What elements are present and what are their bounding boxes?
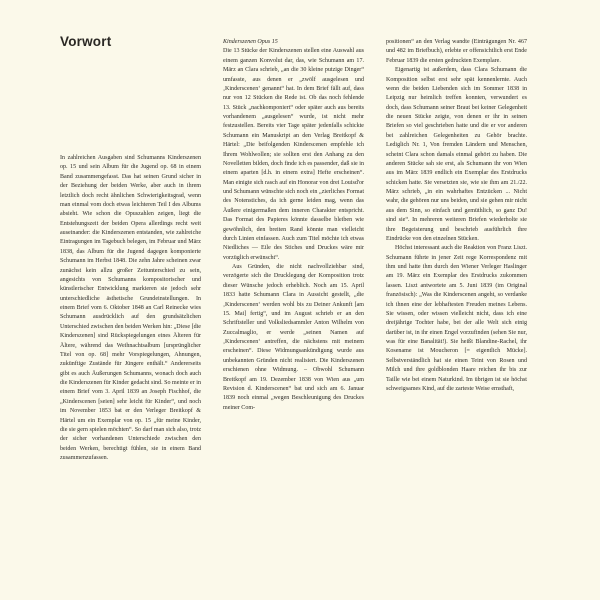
- paragraph: positionen“ an den Verlag wandte (Einträgungen Nr. 467 und 482 im Briefbuch), erlebte er offensichtlich erst Ende Februar 1839 die ersten gedruckten Exemplare.: [386, 39, 527, 64]
- paragraph: Höchst interessant auch die Reaktion von Franz Liszt. Schumann führte in jener Zeit rege Korrespondenz mit ihm und hatte ihm durch den Wiener Verleger Haslinger am 19. März ein Exemplar des Erstdrucks zukommen lassen. Liszt antwortete am 5. Juni 1839 (im Original französisch): „Was die Kinderscenen angeht, so verdanke ich ihnen eine der lebhaftesten Freuden meines Lebens. Sie wissen, oder wissen vielleicht nicht, dass ich eine dreijährige Tochter habe, bei der alle Welt sich einig darüber ist, in ihr einen Engel vorzufinden (sehen Sie nur, was für eine Banalität!). Sie heißt Blandine-Rachel, ihr Kosename ist Moucheron [= eigentlich Mücke]. Selbstverständlich hat sie einen Teint von Rosen und Milch und ihre goldblonden Haare reichen ihr bis zur Taille wie bei einem Naturkind. Im übrigen ist sie höchst schweigsames Kind, auf die zarteste Weise ernsthaft,: [386, 245, 527, 392]
- paragraph: In zahlreichen Ausgaben sind Schumanns Kinderszenen op. 15 und sein Album für die Jugend op. 68 in einem Band zusammengefasst. Das hat seinen Grund sicher in der Beziehung der beiden Werke, aber auch in ihrem letztlich doch recht ähnlichen Schwierigkeitsgrad, wenn man einmal vom doch etwas leichteren Teil I des Albums absieht. Wie schon die Opuszahlen zeigen, liegt die Entstehungszeit der beiden Opera allerdings recht weit auseinander: die Kinderszenen entstanden, wie zahlreiche Eintragungen im Tagebuch belegen, im Februar und März 1838, das Album für die Jugend dagegen komponierte Schumann im Herbst 1848. Die zehn Jahre scheinen zwar zunächst kein allzu großer Zeitunterschied zu sein, angesichts von Schumanns kompositorischer und künstlerischer Entwicklung markieren sie jedoch sehr unterschiedliche ästhetische Grundeinstellungen. In einem Brief vom 6. Oktober 1848 an Carl Reinecke wies Schumann ausdrücklich auf den grundsätzlichen Unterschied zwischen den beiden Werken hin: „Diese [die Kinderszenen] sind Rückspiegelungen eines Älteren für Ältere, während das Weihnachtsalbum [ursprünglicher Titel von op. 68] mehr Vorspiegelungen, Ahnungen, zukünftige Zustände für Jüngere enthält.“ Andererseits gibt es auch Äußerungen Schumanns, wonach doch auch die Kinderszenen für Kinder gedacht sind. So meinte er in einem Brief vom 3. April 1839 an Joseph Fischhof, die „Kinderscenen [seien] sehr leicht für Kinder“, und noch im November 1853 bat er den Verleger Breitkopf & Härtel um ein Exemplar von op. 15 „für meine Kinder, die sie gern spielen möchten“. So darf man sich also, trotz der sicher vorhandenen Unterschiede zwischen den beiden Werken, berechtigt fühlen, sie in einem Band zusammenzufassen.: [60, 155, 201, 461]
- text-column-3: [386, 38, 527, 598]
- text-column-1: [60, 154, 201, 594]
- paragraph: Aus Gründen, die nicht nachvollziehbar sind, verzögerte sich die Drucklegung der Komposition trotz dieser Wünsche jedoch erheblich. Noch am 15. April 1833 hatte Schumann Clara in Aussicht gestellt, „die ‚Kinderscenen‘ werden wohl bis zu Deiner Ankunft [am 15. Mai] fertig“, und im August schrieb er an den Schriftsteller und Volksliedsammler Anton Wilhelm von Zuccalmaglio, er werde „seinen Namen auf ‚Kinderscenen‘ antreffen, die nächstens mit meinem erscheinen“. Diese Widmungsankündigung wurde aus unbekannten Gründen nicht realisiert. Die Kinderszenen erschienen ohne Widmung. – Obwohl Schumann Breitkopf am 19. Dezember 1838 von Wien aus „um Revision d. Kinderscenen“ bat und sich am 6. Januar 1839 noch einmal „wegen Beschleunigung des Druckes meiner Com-: [223, 264, 364, 411]
- section-heading: Kinderszenen Opus 15: [223, 39, 278, 45]
- paragraph: Die 13 Stücke der Kinderszenen stellen eine Auswahl aus einem ganzen Konvolut dar, das, wie Schumann am 17. März an Clara schrieb, „an die 30 kleine putzige Dinger“ umfasste, aus denen er „zwölf ausgelesen und ‚Kinderscenen‘ genannt“ hat. In dem Brief fällt auf, dass nur von 12 Stücken die Rede ist. Ob das noch fehlende 13. Stück „nachkomponiert“ oder später auch aus bereits vorhandenem „ausgelesen“ wurde, ist nicht mehr festzustellen. Bereits vier Tage später jedenfalls schickte Schumann ein Manuskript an den Verlag Breitkopf & Härtel: „Die beifolgenden Kinderscenen empfehle ich Ihrem Wohlwollen; sie sollten erst den Anhang zu den Novelletten bilden, doch finde ich es passender, daß sie in einem aparten [d.h. in einem extra] Hefte erscheinen“. Man einigte sich rasch auf ein Honorar von drei Louisd'or und Schumann wünschte sich noch ein „zierliches Format des Notenstiches, da ich gerne leiden mag, wenn das Äußere einigermaßen dem inneren Charakter entspricht. Das Format des Papieres könnte dasselbe bleiben wie gewöhnlich, den breiten Rand könnte man vielleicht durch Linien einfassen. Auch zum Titel möchte ich etwas Niedliches — Eile des Stiches und Druckes wäre mir vorzüglich erwünscht“.: [223, 48, 364, 261]
- text-column-2: [223, 38, 364, 598]
- paragraph: Eigenartig ist außerdem, dass Clara Schumann die Komposition selbst erst sehr spät kennenlernte. Auch wenn die beiden Liebenden sich im Sommer 1838 in Leipzig nur heimlich treffen konnten, verwundert es doch, dass Schumann seiner Braut bei keiner Gelegenheit die neuen Stücke zeigte, von denen er ihr in seinen Briefen so viel geschrieben hatte und die er vor anderen bei zahlreichen Gelegenheiten zu Gehör brachte. Lediglich Nr. 1, Von fremden Ländern und Menschen, scheint Clara schon damals einmal gehört zu haben. Die anderen Stücke sah sie erst, als Schumann ihr von Wien aus im März 1839 endlich ein Exemplar des Erstdrucks schicken hatte. Sie versetzten sie, wie sie ihm am 21./22. März schrieb, „in ein wahrhaftes Entzücken ... Nicht wahr, die gehören nur uns beiden, und sie gehen mir nicht aus dem Sinn, so einfach und gemüthlich, so ganz Du! sind sie“. In mehreren weiteren Briefen wiederholte sie ihre Begeisterung und beschrieb ausführlich ihre Eindrücke von den einzelnen Stücken.: [386, 67, 527, 242]
- page-title: Vorwort: [60, 34, 112, 49]
